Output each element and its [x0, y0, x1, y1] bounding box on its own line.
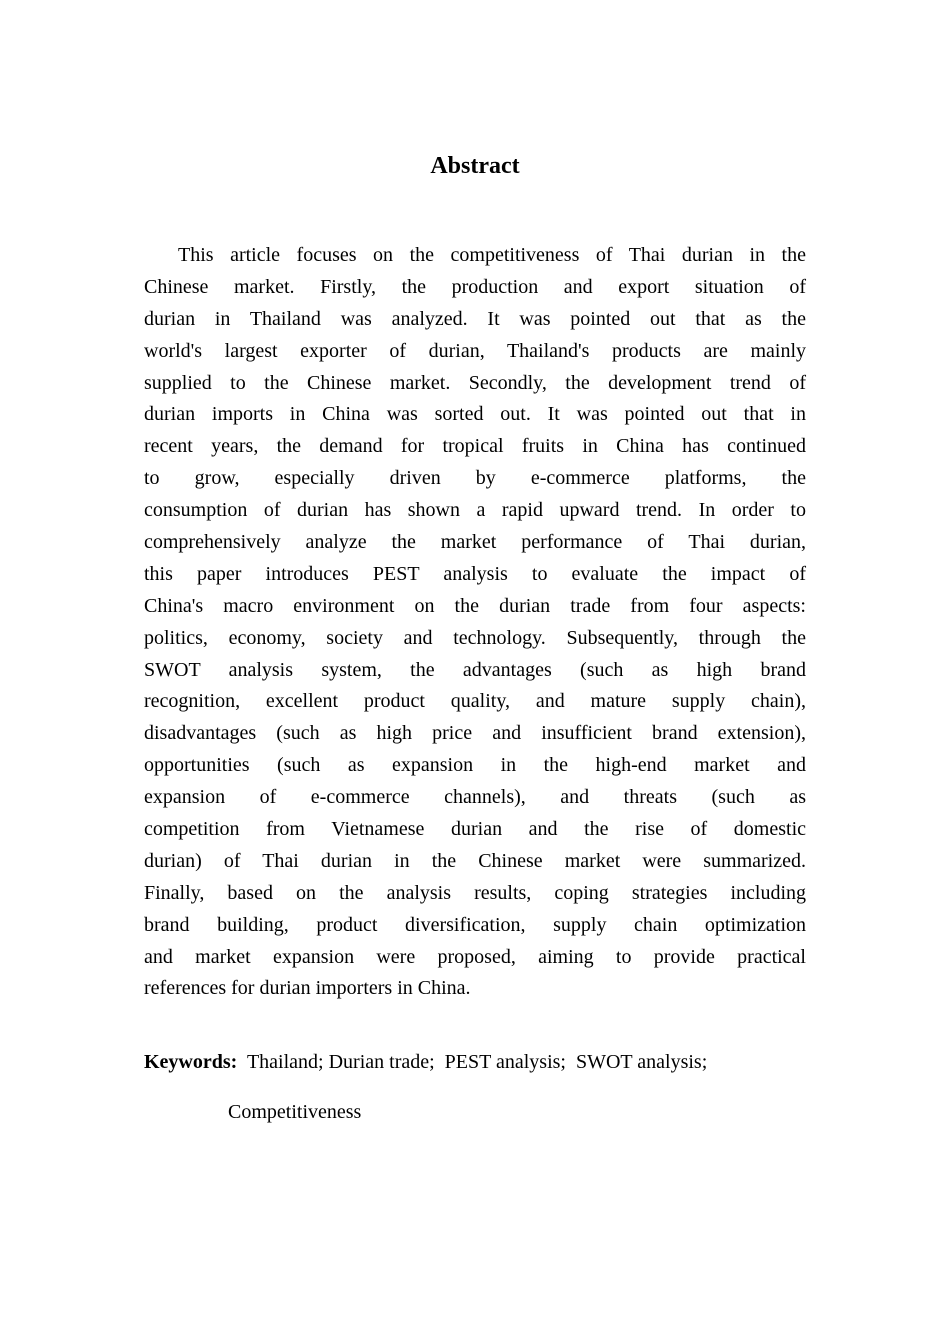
abstract-line: Finally, based on the analysis results, coping strategies including — [144, 881, 806, 904]
abstract-line: recent years, the demand for tropical fruits in China has continued — [144, 435, 806, 458]
abstract-title: Abstract — [430, 153, 520, 179]
abstract-line: world's largest exporter of durian, Thailand's products are mainly — [144, 339, 806, 362]
keywords-label: Keywords: — [144, 1051, 238, 1073]
abstract-line: recognition, excellent product quality, and mature supply chain), — [144, 690, 806, 713]
abstract-line: brand building, product diversification, supply chain optimization — [144, 913, 806, 936]
abstract-line: durian) of Thai durian in the Chinese market were summarized. — [144, 849, 806, 872]
abstract-line: China's macro environment on the durian trade from four aspects: — [144, 594, 806, 617]
abstract-line: references for durian importers in China. — [144, 977, 471, 1000]
keywords-list: Thailand; Durian trade; PEST analysis; SWOT analysis; — [237, 1051, 708, 1073]
abstract-line: supplied to the Chinese market. Secondly, the development trend of — [144, 371, 806, 394]
abstract-line: consumption of durian has shown a rapid upward trend. In order to — [144, 499, 806, 522]
abstract-line: politics, economy, society and technology. Subsequently, through the — [144, 626, 806, 649]
keywords-continuation: Competitiveness — [228, 1101, 362, 1123]
abstract-line: this paper introduces PEST analysis to evaluate the impact of — [144, 562, 806, 585]
abstract-line: comprehensively analyze the market performance of Thai durian, — [144, 531, 806, 554]
abstract-body — [144, 240, 806, 1005]
abstract-line: to grow, especially driven by e-commerce platforms, the — [144, 467, 806, 490]
keywords — [144, 1047, 707, 1077]
abstract-line: durian in Thailand was analyzed. It was pointed out that as the — [144, 307, 806, 330]
abstract-line: expansion of e-commerce channels), and threats (such as — [144, 786, 806, 809]
abstract-line: durian imports in China was sorted out. It was pointed out that in — [144, 403, 806, 426]
abstract-line: disadvantages (such as high price and insufficient brand extension), — [144, 722, 806, 745]
abstract-line: This article focuses on the competitiveness of Thai durian in the — [178, 244, 806, 266]
abstract-line: Chinese market. Firstly, the production and export situation of — [144, 275, 806, 298]
abstract-line: competition from Vietnamese durian and the rise of domestic — [144, 818, 806, 841]
abstract-line: and market expansion were proposed, aiming to provide practical — [144, 945, 806, 968]
abstract-line: SWOT analysis system, the advantages (such as high brand — [144, 658, 806, 681]
abstract-line: opportunities (such as expansion in the high-end market and — [144, 754, 806, 777]
